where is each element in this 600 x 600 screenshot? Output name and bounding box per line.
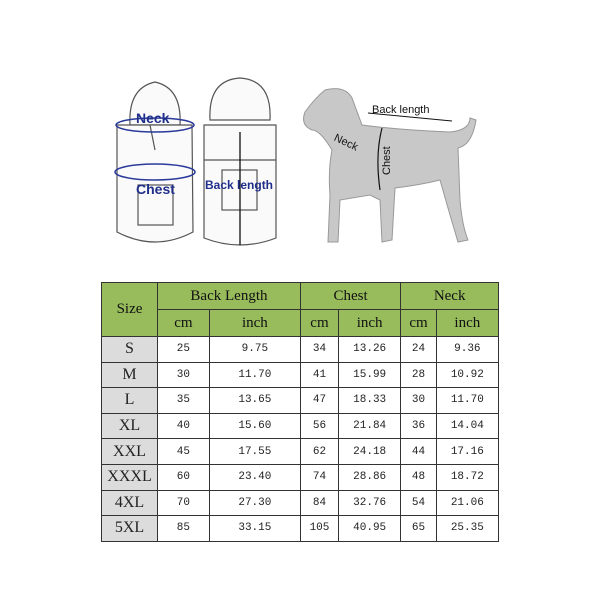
value-cell: 10.92 (436, 362, 498, 388)
value-cell: 13.26 (339, 337, 401, 363)
table-row (102, 413, 499, 439)
value-cell: 17.16 (436, 439, 498, 465)
dog-chest-label: Chest (381, 146, 393, 175)
table-row (102, 439, 499, 465)
unit-header: cm (300, 310, 338, 337)
table-row (102, 516, 499, 542)
value-cell: 25.35 (436, 516, 498, 542)
value-cell: 28 (401, 362, 436, 388)
value-cell: 18.72 (436, 464, 498, 490)
value-cell: 65 (401, 516, 436, 542)
value-cell: 33.15 (209, 516, 300, 542)
value-cell: 41 (300, 362, 338, 388)
value-cell: 74 (300, 464, 338, 490)
value-cell: 40 (158, 413, 210, 439)
coat-front-drawing (117, 82, 193, 242)
value-cell: 30 (158, 362, 210, 388)
value-cell: 15.99 (339, 362, 401, 388)
value-cell: 21.84 (339, 413, 401, 439)
group-header-chest: Chest (300, 283, 400, 310)
size-cell: M (102, 362, 158, 388)
value-cell: 15.60 (209, 413, 300, 439)
coat-chest-label: Chest (136, 181, 175, 197)
value-cell: 18.33 (339, 388, 401, 414)
value-cell: 24.18 (339, 439, 401, 465)
unit-header: inch (436, 310, 498, 337)
measurement-illustration (0, 0, 600, 280)
value-cell: 47 (300, 388, 338, 414)
value-cell: 54 (401, 490, 436, 516)
value-cell: 9.75 (209, 337, 300, 363)
size-cell: XXXL (102, 464, 158, 490)
value-cell: 25 (158, 337, 210, 363)
value-cell: 32.76 (339, 490, 401, 516)
size-cell: XXL (102, 439, 158, 465)
unit-header: inch (339, 310, 401, 337)
table-units-row (102, 310, 499, 337)
size-cell: S (102, 337, 158, 363)
size-cell: XL (102, 413, 158, 439)
size-cell: L (102, 388, 158, 414)
size-cell: 4XL (102, 490, 158, 516)
value-cell: 48 (401, 464, 436, 490)
value-cell: 44 (401, 439, 436, 465)
table-row (102, 388, 499, 414)
value-cell: 70 (158, 490, 210, 516)
table-row (102, 337, 499, 363)
dog-neck-label: Neck (332, 132, 360, 154)
size-cell: 5XL (102, 516, 158, 542)
value-cell: 60 (158, 464, 210, 490)
value-cell: 40.95 (339, 516, 401, 542)
unit-header: cm (158, 310, 210, 337)
group-header-neck: Neck (401, 283, 499, 310)
table-row (102, 464, 499, 490)
table-header-row (102, 283, 499, 310)
unit-header: inch (209, 310, 300, 337)
value-cell: 11.70 (209, 362, 300, 388)
value-cell: 14.04 (436, 413, 498, 439)
value-cell: 35 (158, 388, 210, 414)
value-cell: 105 (300, 516, 338, 542)
value-cell: 21.06 (436, 490, 498, 516)
value-cell: 27.30 (209, 490, 300, 516)
coat-neck-label: Neck (136, 110, 170, 126)
value-cell: 17.55 (209, 439, 300, 465)
value-cell: 84 (300, 490, 338, 516)
value-cell: 85 (158, 516, 210, 542)
value-cell: 34 (300, 337, 338, 363)
value-cell: 30 (401, 388, 436, 414)
dog-back-length-label: Back length (372, 104, 430, 116)
value-cell: 45 (158, 439, 210, 465)
value-cell: 28.86 (339, 464, 401, 490)
table-row (102, 362, 499, 388)
coat-back-length-label: Back length (205, 178, 274, 192)
group-header-back-length: Back Length (158, 283, 301, 310)
value-cell: 36 (401, 413, 436, 439)
size-chart-table (101, 282, 499, 542)
value-cell: 9.36 (436, 337, 498, 363)
table-row (102, 490, 499, 516)
value-cell: 13.65 (209, 388, 300, 414)
value-cell: 11.70 (436, 388, 498, 414)
value-cell: 56 (300, 413, 338, 439)
size-column-header: Size (102, 283, 158, 337)
unit-header: cm (401, 310, 436, 337)
value-cell: 24 (401, 337, 436, 363)
value-cell: 23.40 (209, 464, 300, 490)
value-cell: 62 (300, 439, 338, 465)
